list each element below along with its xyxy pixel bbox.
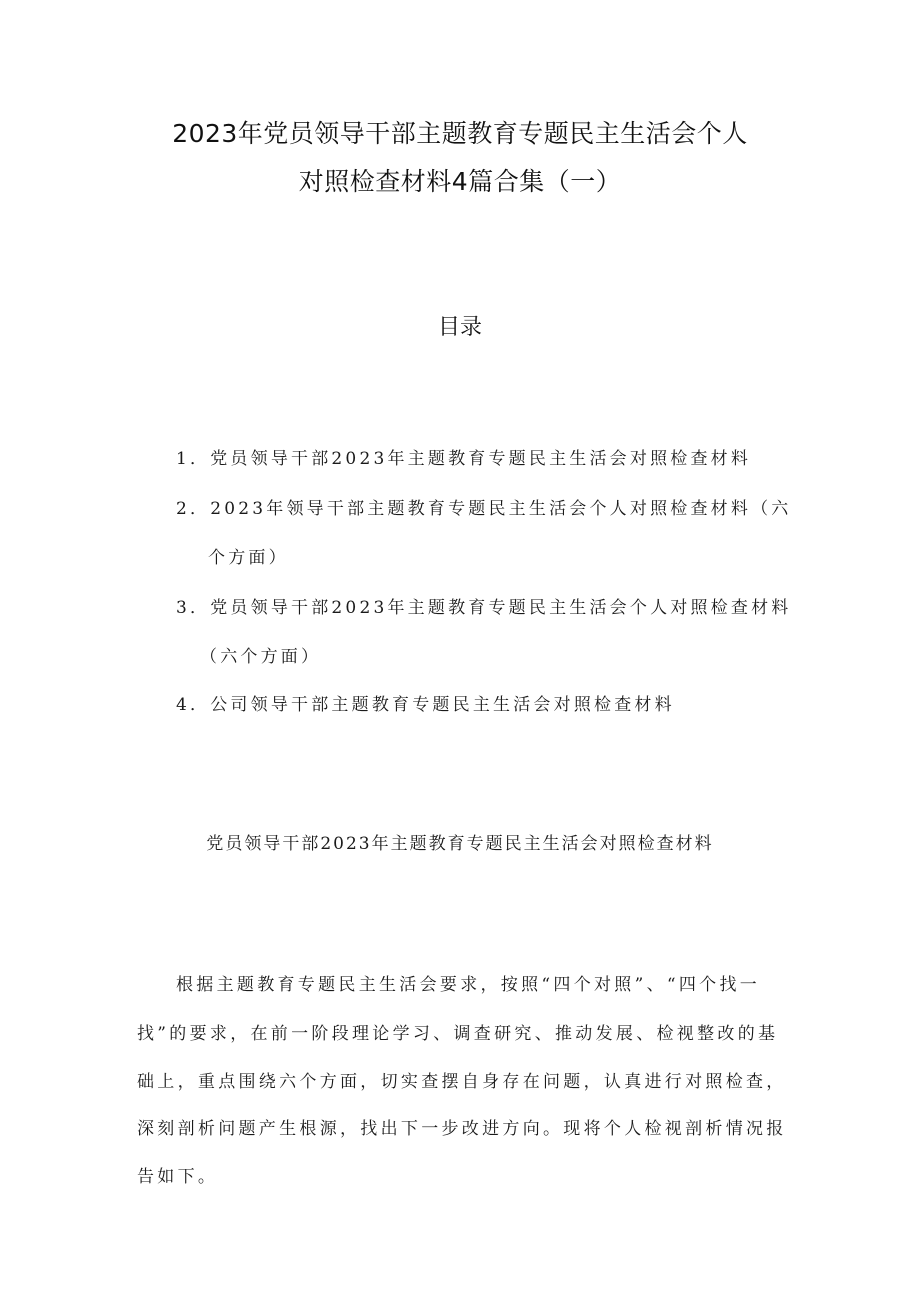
toc-heading: 目录 <box>437 315 482 340</box>
toc-item-4: 4．公司领导干部主题教育专题民主生活会对照检查材料 <box>176 695 675 715</box>
document-title-line-1: 2023年党员领导干部主题教育专题民主生活会个人 <box>172 119 748 148</box>
paragraph-line-2: 找”的要求，在前一阶段理论学习、调查研究、推动发展、检视整改的基 <box>137 1024 779 1044</box>
document-title-line-2: 对照检查材料4篇合集（一） <box>298 167 622 196</box>
toc-item-3: 3．党员领导干部2023年主题教育专题民主生活会个人对照检查材料 <box>176 598 792 618</box>
toc-item-3-continued: （六个方面） <box>200 647 322 667</box>
toc-item-1: 1．党员领导干部2023年主题教育专题民主生活会对照检查材料 <box>176 449 752 469</box>
paragraph-line-1: 根据主题教育专题民主生活会要求，按照“四个对照”、“四个找一 <box>176 975 761 995</box>
paragraph-line-5: 告如下。 <box>137 1167 219 1187</box>
paragraph-line-3: 础上，重点围绕六个方面，切实查摆自身存在问题，认真进行对照检查， <box>137 1072 787 1092</box>
section-title: 党员领导干部2023年主题教育专题民主生活会对照检查材料 <box>206 834 714 854</box>
paragraph-line-4: 深刻剖析问题产生根源，找出下一步改进方向。现将个人检视剖析情况报 <box>137 1119 787 1139</box>
toc-item-2: 2．2023年领导干部主题教育专题民主生活会个人对照检查材料（六 <box>176 499 792 519</box>
toc-item-2-continued: 个方面） <box>208 548 289 568</box>
